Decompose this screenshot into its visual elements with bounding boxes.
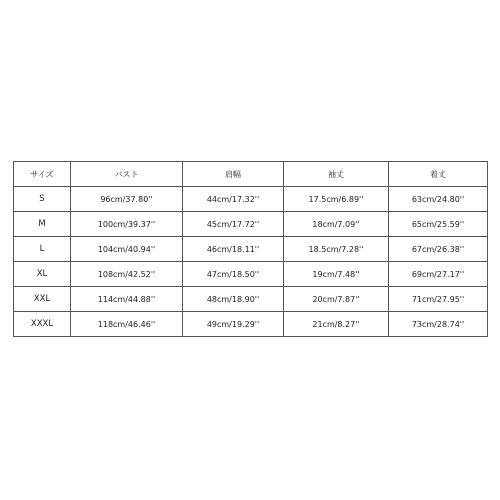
header-bust: バスト <box>71 162 183 187</box>
shoulder-cell: 48cm/18.90'' <box>183 287 284 312</box>
length-cell: 63cm/24.80'' <box>389 187 488 212</box>
table-row <box>14 212 488 237</box>
header-shoulder: 肩幅 <box>183 162 284 187</box>
length-cell: 69cm/27.17'' <box>389 262 488 287</box>
bust-cell: 118cm/46.46'' <box>71 312 183 337</box>
table-row <box>14 237 488 262</box>
bust-cell: 100cm/39.37'' <box>71 212 183 237</box>
header-sleeve: 袖丈 <box>284 162 389 187</box>
bust-cell: 96cm/37.80'' <box>71 187 183 212</box>
sleeve-cell: 21cm/8.27'' <box>284 312 389 337</box>
size-cell: XXL <box>14 287 71 312</box>
table-row <box>14 187 488 212</box>
header-size: サイズ <box>14 162 71 187</box>
sleeve-cell: 19cm/7.48'' <box>284 262 389 287</box>
bust-cell: 104cm/40.94'' <box>71 237 183 262</box>
length-cell: 65cm/25.59'' <box>389 212 488 237</box>
size-cell: S <box>14 187 71 212</box>
bust-cell: 108cm/42.52'' <box>71 262 183 287</box>
sleeve-cell: 17.5cm/6.89'' <box>284 187 389 212</box>
table-row <box>14 287 488 312</box>
length-cell: 71cm/27.95'' <box>389 287 488 312</box>
size-cell: XL <box>14 262 71 287</box>
shoulder-cell: 47cm/18.50'' <box>183 262 284 287</box>
shoulder-cell: 44cm/17.32'' <box>183 187 284 212</box>
shoulder-cell: 45cm/17.72'' <box>183 212 284 237</box>
table-row <box>14 312 488 337</box>
length-cell: 67cm/26.38'' <box>389 237 488 262</box>
table-row <box>14 262 488 287</box>
bust-cell: 114cm/44.88'' <box>71 287 183 312</box>
length-cell: 73cm/28.74'' <box>389 312 488 337</box>
sleeve-cell: 20cm/7.87'' <box>284 287 389 312</box>
size-chart-table <box>13 161 488 337</box>
size-cell: M <box>14 212 71 237</box>
sleeve-cell: 18.5cm/7.28'' <box>284 237 389 262</box>
header-length: 着丈 <box>389 162 488 187</box>
header-row <box>14 162 488 187</box>
sleeve-cell: 18cm/7.09'' <box>284 212 389 237</box>
shoulder-cell: 49cm/19.29'' <box>183 312 284 337</box>
size-cell: XXXL <box>14 312 71 337</box>
size-cell: L <box>14 237 71 262</box>
shoulder-cell: 46cm/18.11'' <box>183 237 284 262</box>
